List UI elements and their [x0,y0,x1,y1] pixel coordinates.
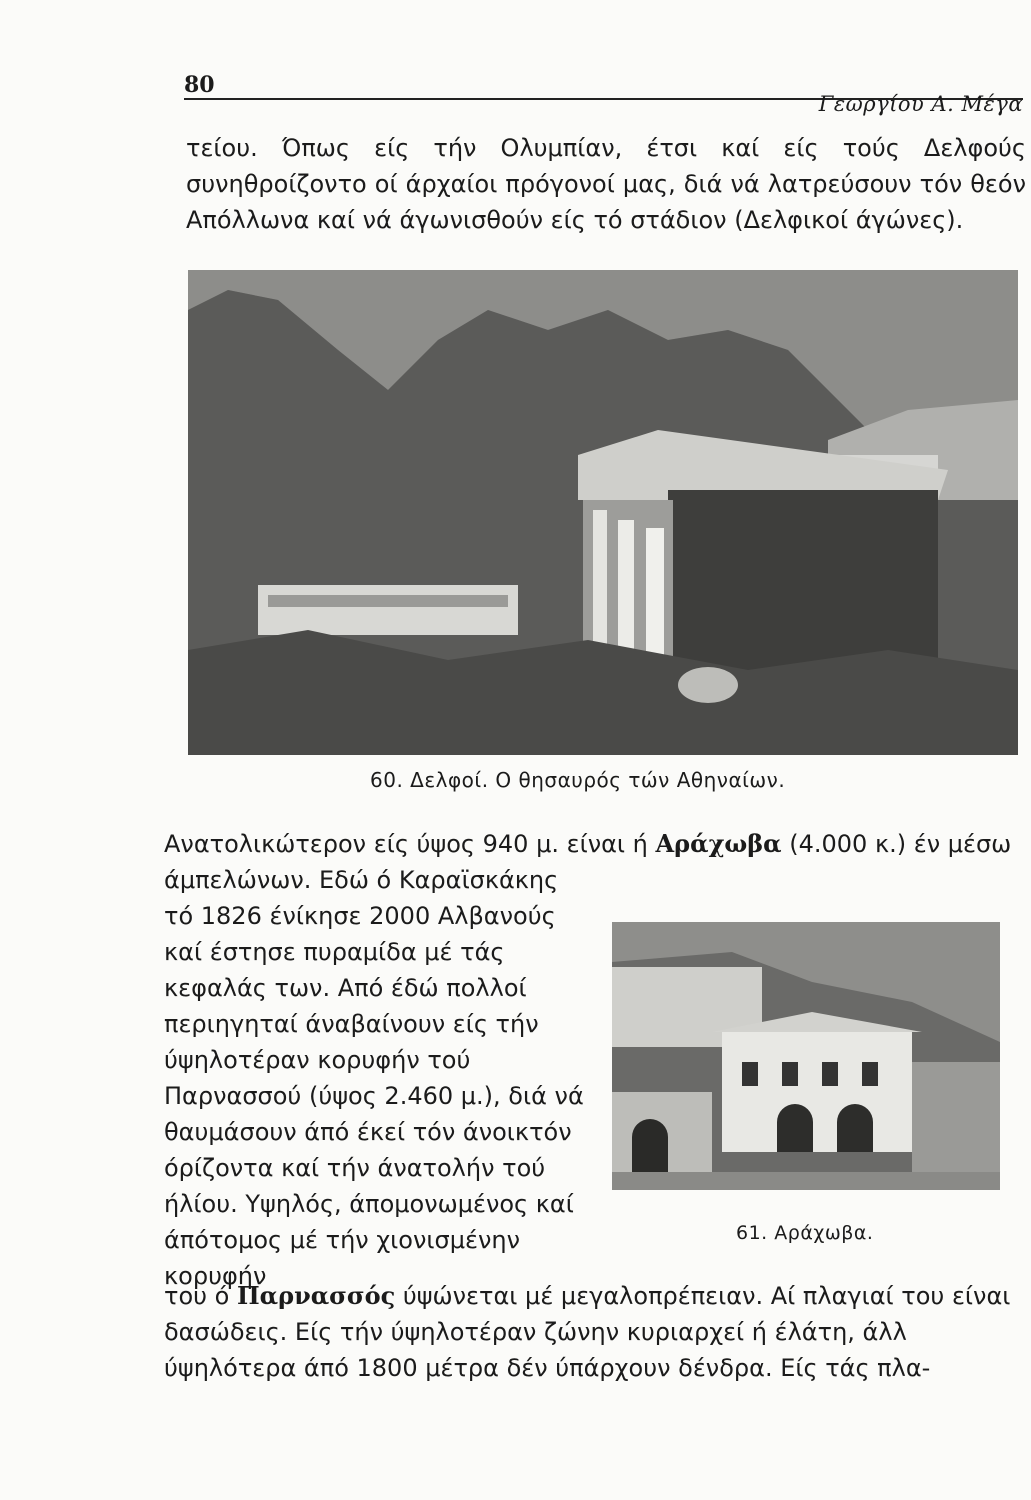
photo-arachova [612,922,1000,1190]
photo-delphi-treasury [188,270,1018,755]
text-segment: του ό [164,1282,237,1310]
bold-place-name: Παρνασσός [236,1281,396,1310]
figure-caption-60: 60. Δελφοί. Ο θησαυρός τών Αθηναίων. [370,768,786,792]
figure-caption-61: 61. Αράχωβα. [736,1222,874,1244]
text-segment: ύψώνεται μέ μεγαλοπρέπειαν. Αί πλαγιαί του είναι δασώδεις. Είς τήν ύψηλοτέραν ζώνην κυριαρχεί ή έλάτη, άλλ ύψηλότερα άπό 1800 μέτρα δέν ύπάρχουν δένδρα. Είς τάς πλα- [164,1282,1011,1382]
bold-place-name: Αράχωβα [655,829,782,858]
paragraph-intro: τείου. Όπως είς τήν Ολυμπίαν, έτσι καί είς τούς Δελφούς συνηθροίζοντο οί άρχαίοι πρόγονοί μας, διά νά λατρεύσουν τόν θεόν Απόλλωνα καί νά άγωνισθούν είς τό στάδιον (Δελφικοί άγώνες). [186,134,1026,234]
text-segment: Ανατολικώτερον είς ύψος 940 μ. είναι ή [164,830,656,858]
paragraph-arachova-body: άμπελώνων. Εδώ ό Καραϊσκάκης τό 1826 ένίκησε 2000 Αλβανούς καί έστησε πυραμίδα μέ τάς κεφαλάς των. Από έδώ πολλοί περιηγηταί άναβαίνουν είς τήν ύψηλοτέραν κορυφήν τού Παρνασσού (ύψος 2.460 μ.), διά νά θαυμάσουν άπό έκεί τόν άνοικτόν όρίζοντα καί τήν άνατολήν τού ήλίου. Υψηλός, άπομονωμένος καί άπότομος μέ τήν χιονισμένην κορυφήν [164,866,584,1290]
paragraph-parnassus [164,1278,1024,1386]
page-number: 80 [184,72,215,98]
paragraph-arachova-line [164,826,1014,862]
text-segment: (4.000 κ.) έν μέσω [781,830,1012,858]
page-header [184,70,1023,120]
running-head: Γεωργίου Α. Μέγα [818,92,1023,116]
